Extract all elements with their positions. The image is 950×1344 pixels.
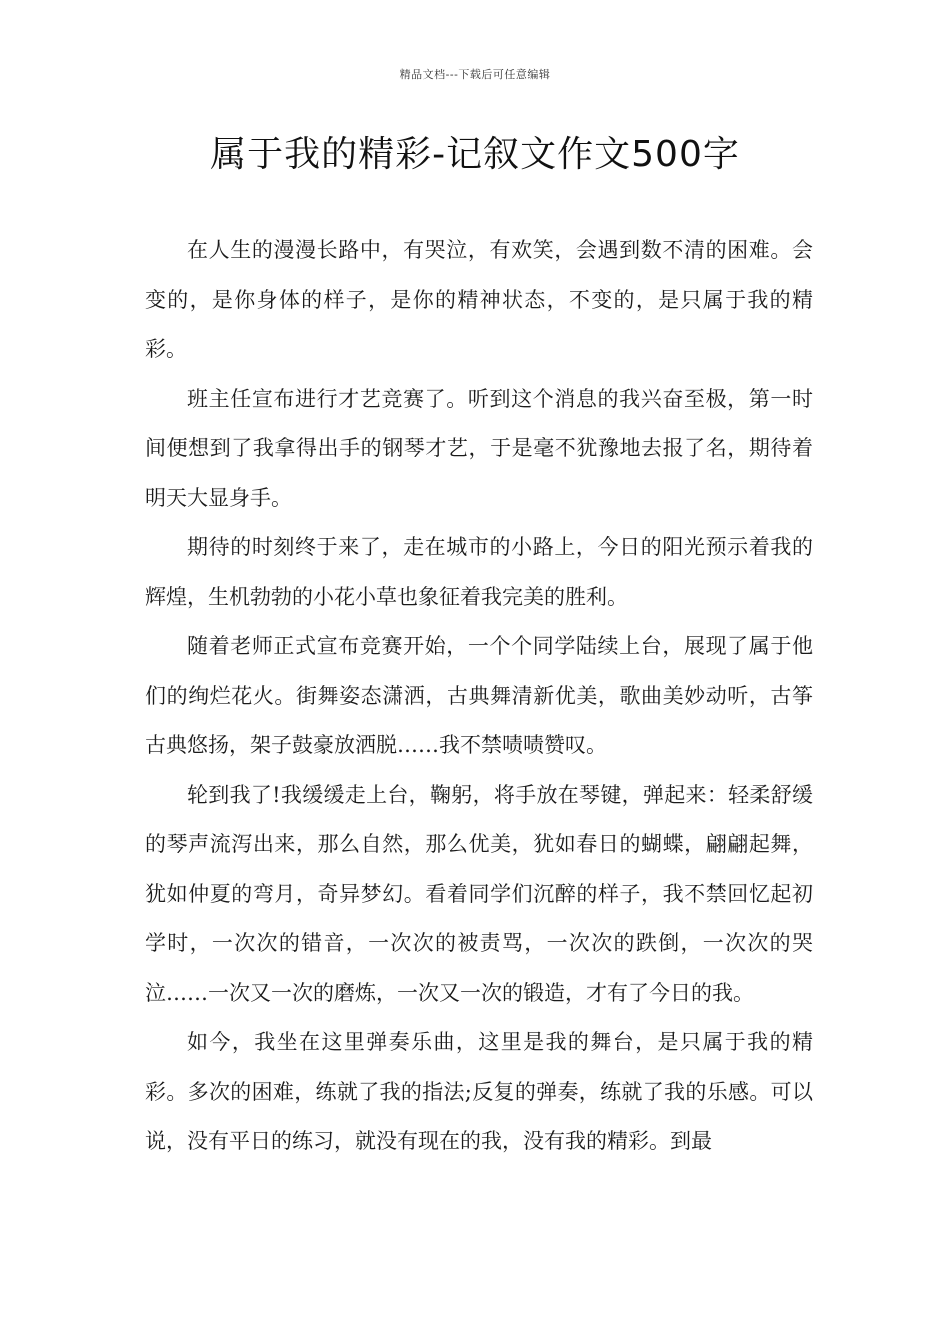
paragraph: 在人生的漫漫长路中，有哭泣，有欢笑，会遇到数不清的困难。会变的，是你身体的样子，是你的精神状态，不变的，是只属于我的精彩。 bbox=[145, 238, 813, 361]
paragraph: 轮到我了!我缓缓走上台，鞠躬，将手放在琴键，弹起来：轻柔舒缓的琴声流泻出来，那么自然，那么优美，犹如春日的蝴蝶，翩翩起舞，犹如仲夏的弯月，奇异梦幻。看着同学们沉醉的样子，我不禁回忆起初学时，一次次的错音，一次次的被责骂，一次次的跌倒，一次次的哭泣……一次又一次的磨炼，一次又一次的锻造，才有了今日的我。 bbox=[145, 782, 813, 1005]
header-note: 精品文档---下载后可任意编辑 bbox=[399, 68, 551, 81]
page-title: 属于我的精彩-记叙文作文500字 bbox=[210, 134, 740, 175]
essay-body bbox=[145, 226, 813, 1167]
paragraph: 期待的时刻终于来了，走在城市的小路上，今日的阳光预示着我的辉煌，生机勃勃的小花小草也象征着我完美的胜利。 bbox=[145, 535, 813, 609]
paragraph: 如今，我坐在这里弹奏乐曲，这里是我的舞台，是只属于我的精彩。多次的困难，练就了我的指法;反复的弹奏，练就了我的乐感。可以说，没有平日的练习，就没有现在的我，没有我的精彩。到最 bbox=[145, 1030, 813, 1153]
paragraph: 随着老师正式宣布竞赛开始，一个个同学陆续上台，展现了属于他们的绚烂花火。街舞姿态潇洒，古典舞清新优美，歌曲美妙动听，古筝古典悠扬，架子鼓豪放洒脱……我不禁啧啧赞叹。 bbox=[145, 634, 813, 757]
paragraph: 班主任宣布进行才艺竞赛了。听到这个消息的我兴奋至极，第一时间便想到了我拿得出手的钢琴才艺，于是毫不犹豫地去报了名，期待着明天大显身手。 bbox=[145, 386, 813, 510]
